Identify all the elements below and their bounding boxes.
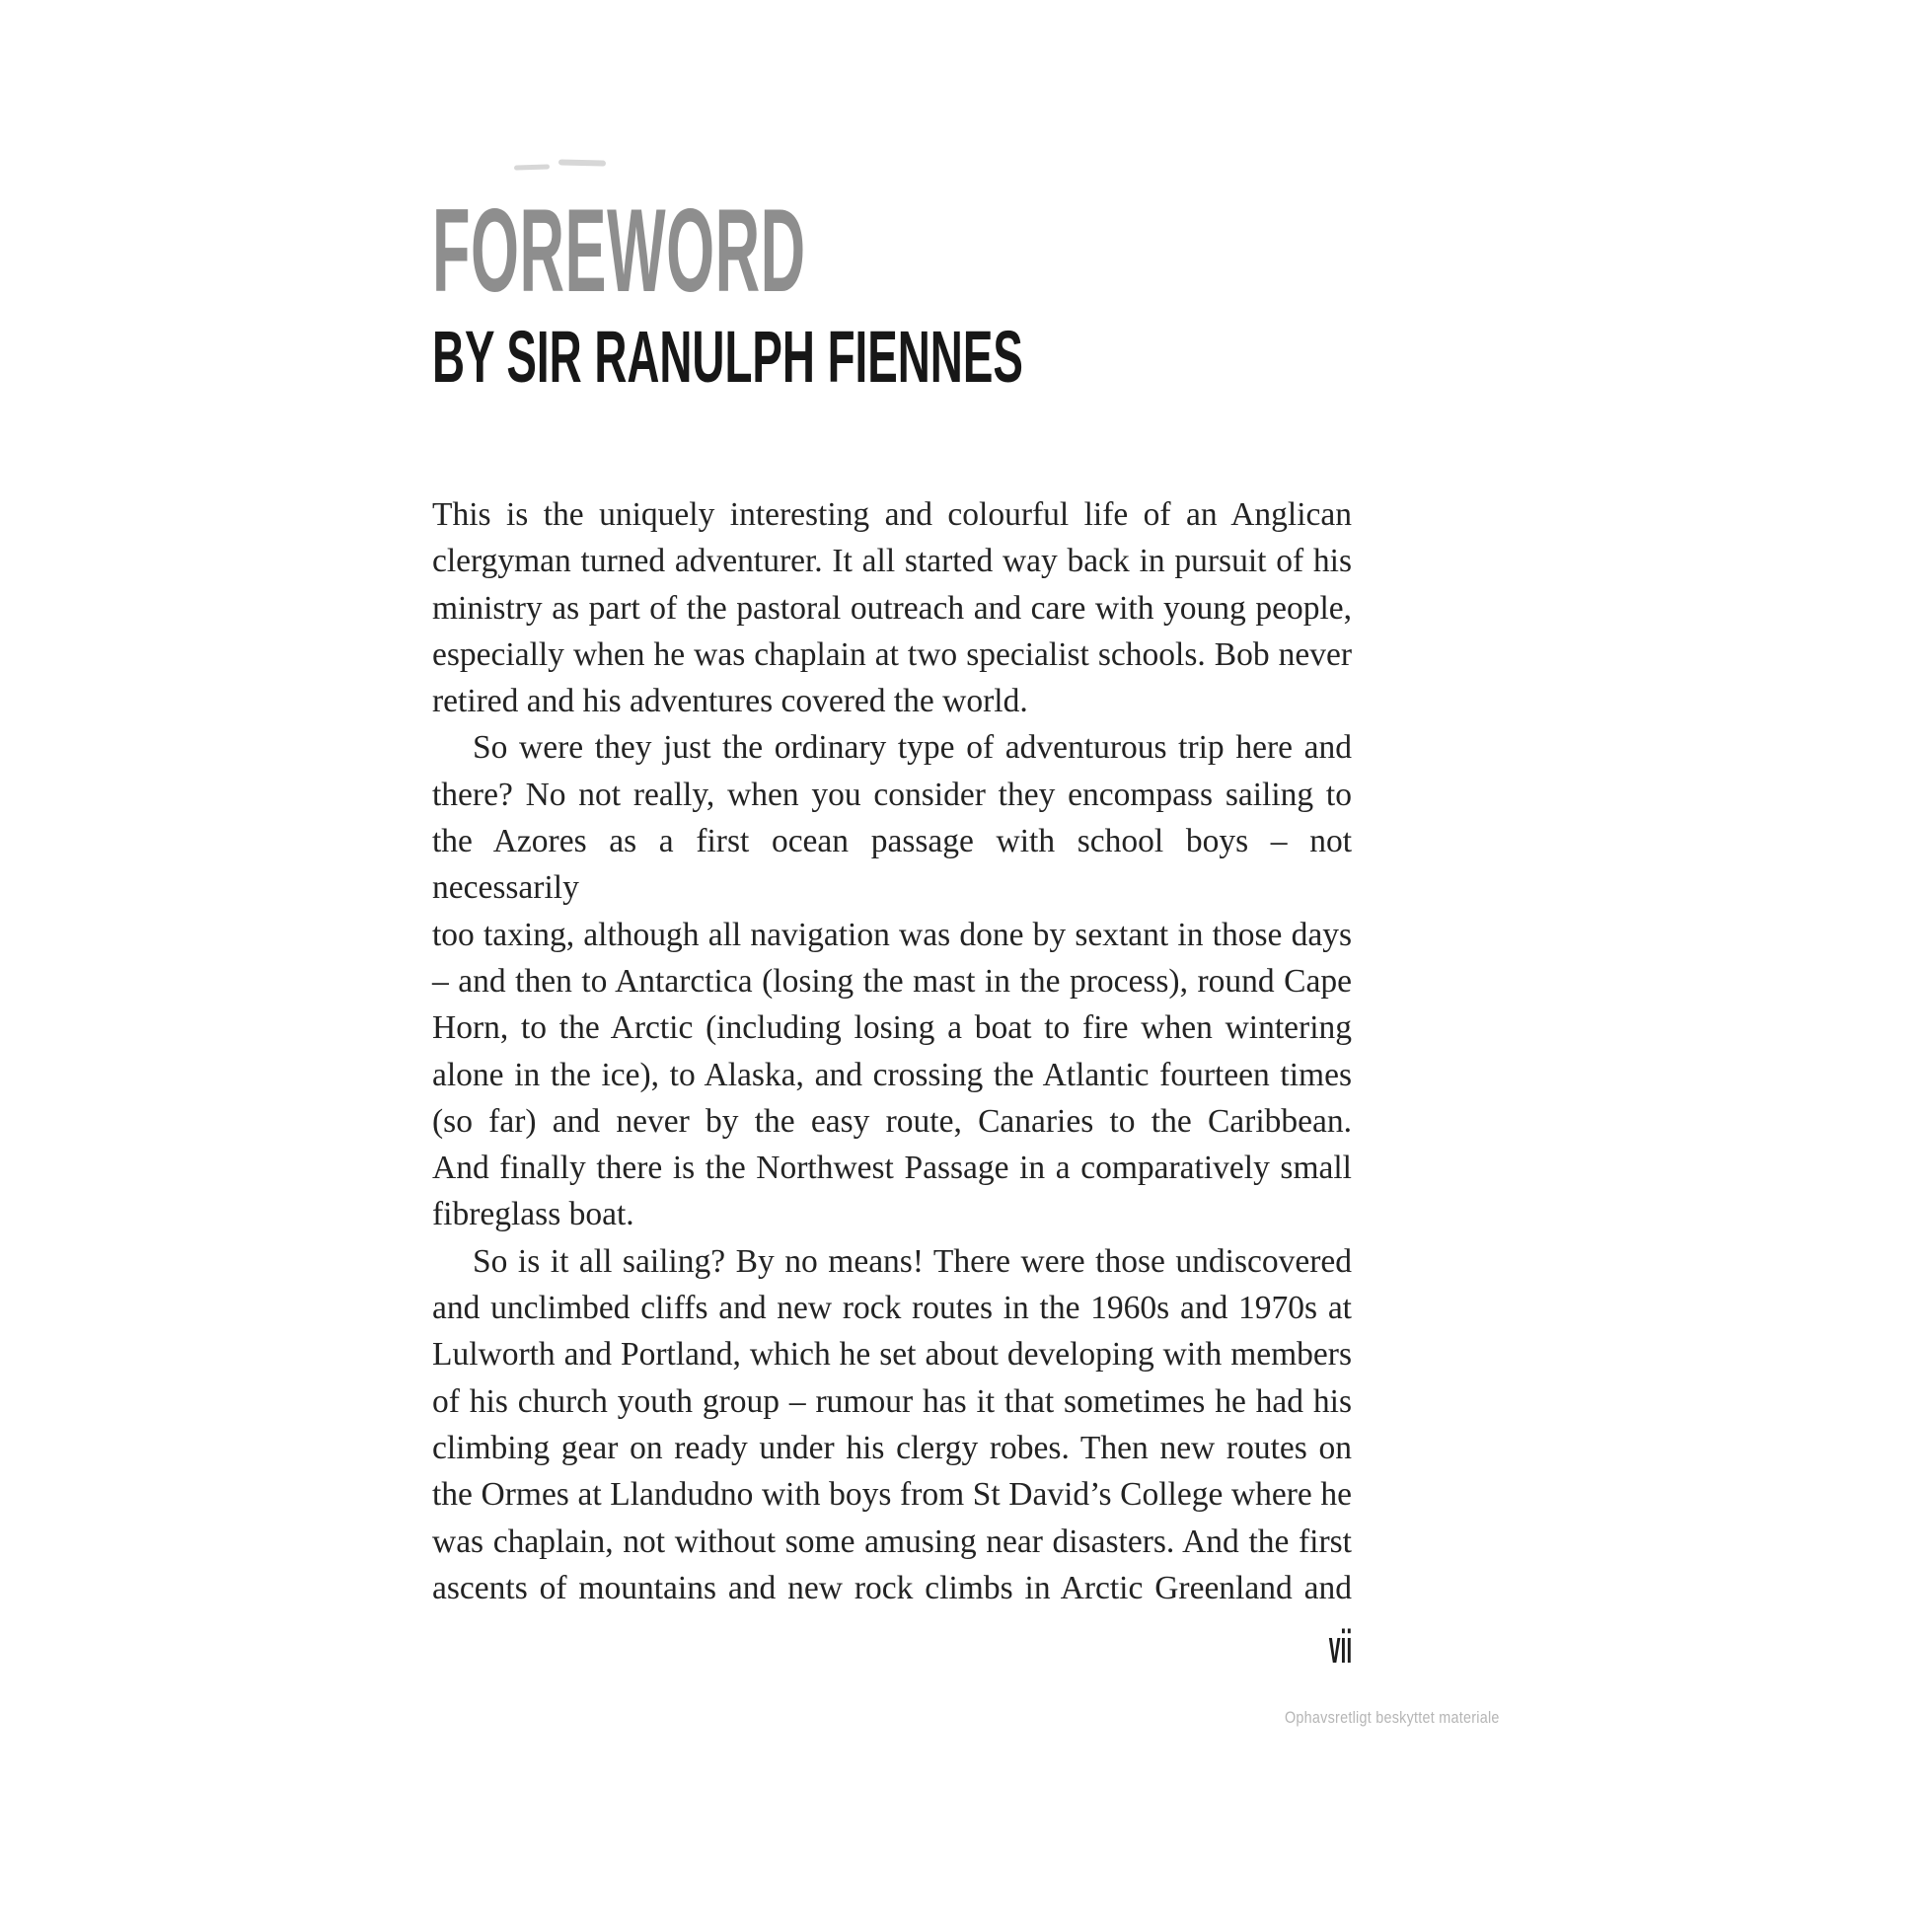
title-distress-speck: [514, 164, 550, 170]
body-line: Lulworth and Portland, which he set about developing with members: [432, 1336, 1352, 1374]
body-line: fibreglass boat.: [432, 1196, 634, 1233]
body-line: was chaplain, not without some amusing near disasters. And the first: [432, 1523, 1352, 1560]
body-line: clergyman turned adventurer. It all started way back in pursuit of his: [432, 543, 1352, 580]
body-line: retired and his adventures covered the world.: [432, 683, 1028, 720]
body-line: and unclimbed cliffs and new rock routes in the 1960s and 1970s at: [432, 1290, 1352, 1327]
title-distress-speck: [558, 159, 606, 166]
body-line: – and then to Antarctica (losing the mast in the process), round Cape: [432, 962, 1352, 1000]
body-text: [432, 491, 1352, 1611]
body-line: Horn, to the Arctic (including losing a boat to fire when wintering: [432, 1009, 1352, 1047]
body-line: too taxing, although all navigation was done by sextant in those days: [432, 916, 1352, 953]
body-line: This is the uniquely interesting and colourful life of an Anglican: [432, 496, 1352, 533]
body-line: the Ormes at Llandudno with boys from St David’s College where he: [432, 1476, 1352, 1514]
body-line: there? No not really, when you consider they encompass sailing to: [432, 776, 1352, 813]
body-line: the Azores as a first ocean passage with school boys – not necessarily: [432, 823, 1352, 907]
chapter-subtitle: BY SIR RANULPH FIENNES: [432, 316, 1023, 398]
copyright-watermark: Ophavsretligt beskyttet materiale: [1285, 1709, 1500, 1727]
body-line: climbing gear on ready under his clergy robes. Then new routes on: [432, 1429, 1352, 1466]
body-line: And finally there is the Northwest Passage in a comparatively small: [432, 1150, 1352, 1187]
chapter-title: FOREWORD: [432, 185, 806, 317]
body-line: especially when he was chaplain at two specialist schools. Bob never: [432, 635, 1352, 673]
body-line: So were they just the ordinary type of adventurous trip here and: [473, 729, 1352, 767]
body-line: So is it all sailing? By no means! There were those undiscovered: [473, 1242, 1352, 1280]
page-number-row: [432, 1620, 1352, 1672]
body-line: (so far) and never by the easy route, Canaries to the Caribbean.: [432, 1102, 1352, 1140]
body-line: ascents of mountains and new rock climbs in Arctic Greenland and: [432, 1569, 1352, 1606]
body-line: ministry as part of the pastoral outreach and care with young people,: [432, 589, 1352, 627]
body-line: of his church youth group – rumour has it that sometimes he had his: [432, 1382, 1352, 1420]
page-number: vii: [1328, 1620, 1352, 1672]
body-line: alone in the ice), to Alaska, and crossing the Atlantic fourteen times: [432, 1056, 1352, 1093]
